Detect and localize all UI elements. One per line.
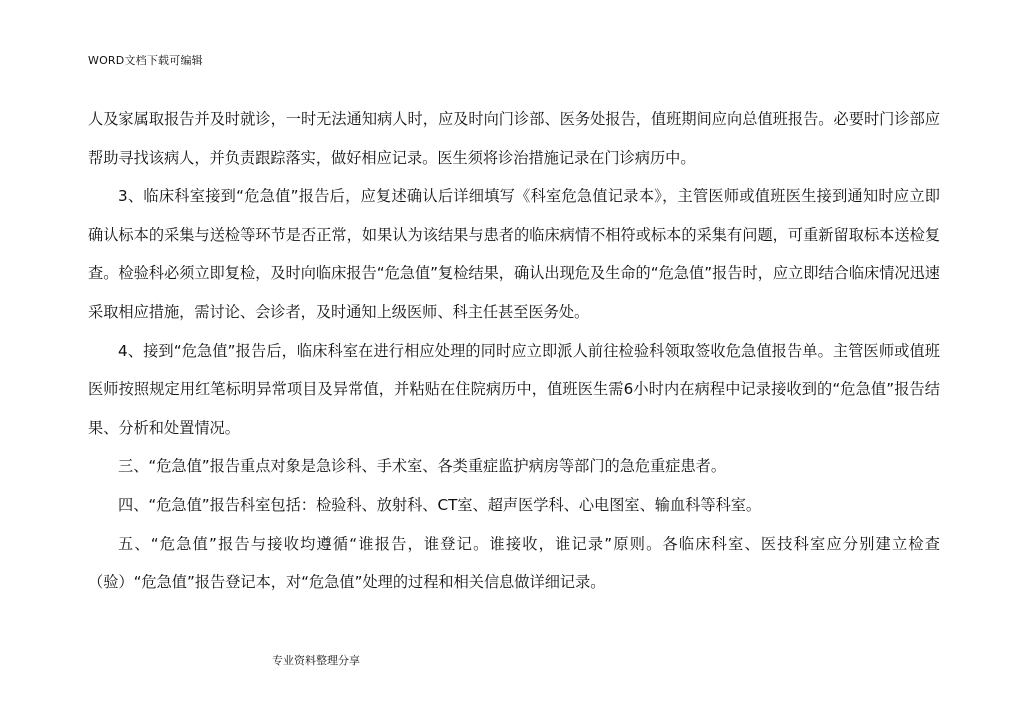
paragraph-item-3: 3、临床科室接到“危急值”报告后，应复述确认后详细填写《科室危急值记录本》，主管医师或值班医生接到通知时应立即确认标本的采集与送检等环节是否正常，如果认为该结果与患者的临床病情不相符或标本的采集有问题，可重新留取标本送检复查。检验科必须立即复检，及时向临床报告“危急值”复检结果，确认出现危及生命的“危急值”报告时，应立即结合临床情况迅速采取相应措施，需讨论、会诊者，及时通知上级医师、科主任甚至医务处。 bbox=[88, 187, 940, 321]
document-body bbox=[88, 100, 940, 602]
paragraph-section-5: 五、“危急值”报告与接收均遵循“谁报告，谁登记。谁接收，谁记录”原则。各临床科室、医技科室应分别建立检查（验）“危急值”报告登记本，对“危急值”处理的过程和相关信息做详细记录。 bbox=[88, 534, 940, 592]
page-footer: 专业资料整理分享 bbox=[272, 654, 360, 667]
paragraph-section-3: 三、“危急值”报告重点对象是急诊科、手术室、各类重症监护病房等部门的急危重症患者。 bbox=[118, 457, 727, 476]
paragraph-item-4: 4、接到“危急值”报告后，临床科室在进行相应处理的同时应立即派人前往检验科领取签收危急值报告单。主管医师或值班医师按照规定用红笔标明异常项目及异常值，并粘贴在住院病历中，值班医生需6小时内在病程中记录接收到的“危急值”报告结果、分析和处置情况。 bbox=[88, 341, 940, 437]
paragraph-section-4: 四、“危急值”报告科室包括：检验科、放射科、CT室、超声医学科、心电图室、输血科等科室。 bbox=[118, 495, 762, 514]
paragraph-continuation: 人及家属取报告并及时就诊，一时无法通知病人时，应及时向门诊部、医务处报告，值班期间应向总值班报告。必要时门诊部应帮助寻找该病人，并负责跟踪落实，做好相应记录。医生须将诊治措施记录在门诊病历中。 bbox=[88, 110, 940, 167]
page-header: WORD文档下载可编辑 bbox=[88, 54, 203, 67]
